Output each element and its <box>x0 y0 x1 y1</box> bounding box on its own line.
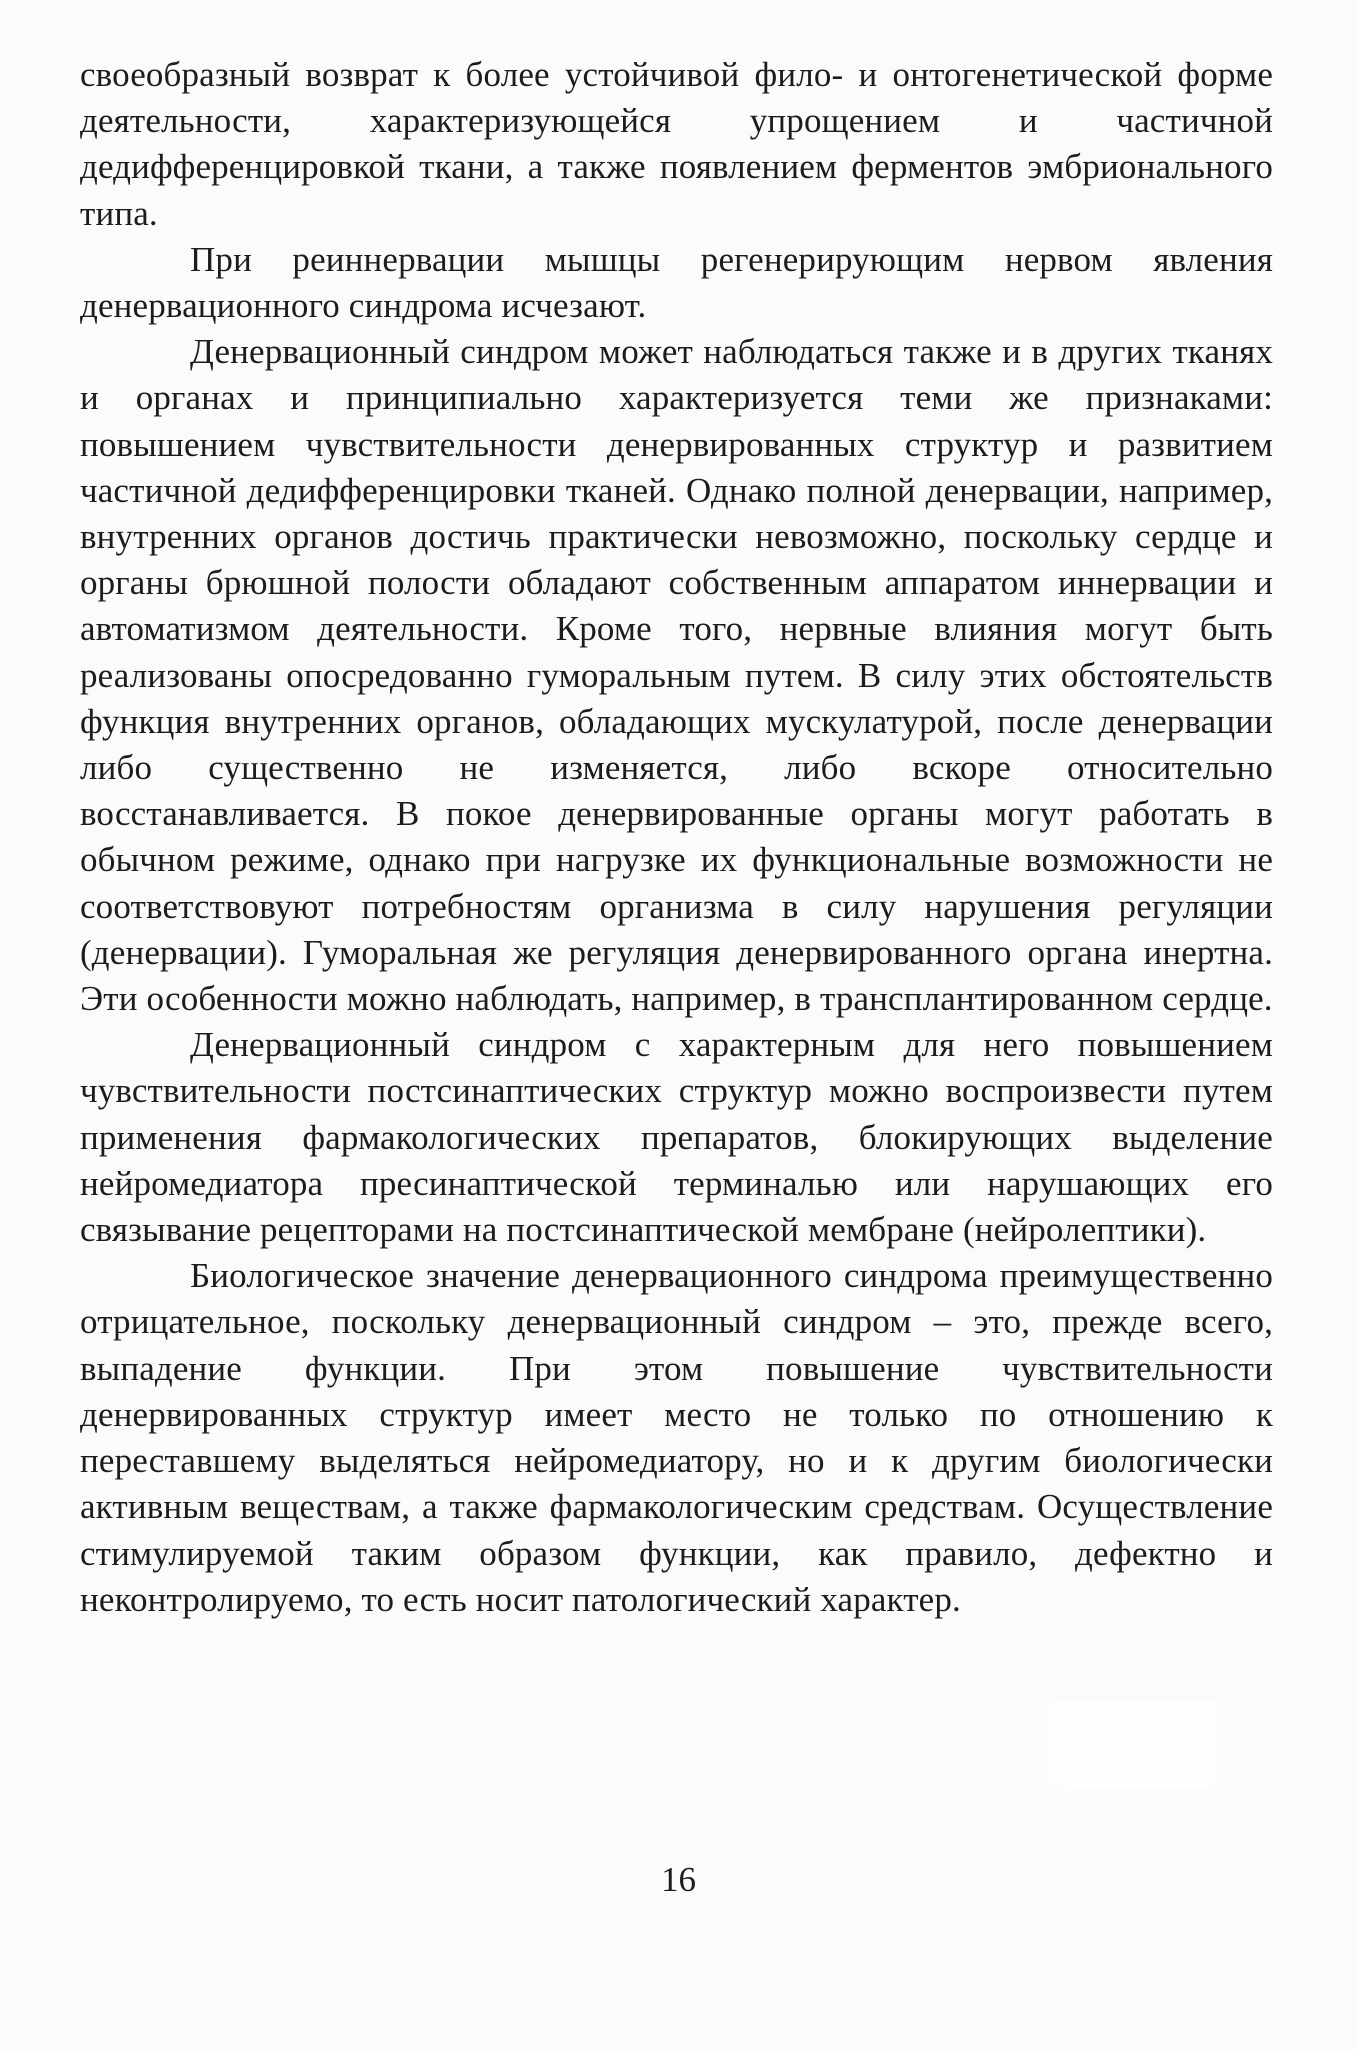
page-number: 16 <box>661 1860 696 1899</box>
paragraph-pharmacological: Денервационный синдром с характерным для него повышением чувствительности постсинаптических структур можно воспроизвести путем применения фармакологических препаратов, блокирующих выделение нейромедиатора пресинаптической терминалью или нарушающих его связывание рецепторами на постсинаптической мембране (нейролептики). <box>80 1025 1273 1250</box>
paragraph-continuation: своеобразный возврат к более устойчивой фило- и онтогенетической форме деятельности, характеризующейся упрощением и частичной дедифференцировкой ткани, а также появлением ферментов эмбрионального типа. <box>80 55 1273 233</box>
paragraph-reinnervation: При реиннервации мышцы регенерирующим нервом явления денервационного синдрома исчезают. <box>80 239 1273 326</box>
paragraph-biological-significance: Биологическое значение денервационного синдрома преимущественно отрицательное, поскольку денервационный синдром – это, прежде всего, выпадение функции. При этом повышение чувствительности денервированных структур имеет место не только по отношению к переставшему выделяться нейромедиатору, но и к другим биологически активным веществам, а также фармакологическим средствам. Осуществление стимулируемой таким образом функции, как правило, дефектно и неконтролируемо, то есть носит патологический характер. <box>80 1256 1273 1619</box>
paragraph-other-tissues: Денервационный синдром может наблюдаться также и в других тканях и органах и принципиально характеризуется теми же признаками: повышением чувствительности денервированных структур и развитием частичной дедифференцировки тканей. Однако полной денервации, например, внутренних органов достичь практически невозможно, поскольку сердце и органы брюшной полости обладают собственным аппаратом иннервации и автоматизмом деятельности. Кроме того, нервные влияния могут быть реализованы опосредованно гуморальным путем. В силу этих обстоятельств функция внутренних органов, обладающих мускулатурой, после денервации либо существенно не изменяется, либо вскоре относительно восстанавливается. В покое денервированные органы могут работать в обычном режиме, однако при нагрузке их функциональные возможности не соответствовуют потребностям организма в силу нарушения регуляции (денервации). Гуморальная же регуляция денервированного органа инертна. Эти особенности можно наблюдать, например, в трансплантированном сердце. <box>80 332 1273 1019</box>
body-text <box>80 52 1273 1623</box>
scan-smudge <box>1010 1700 1240 1790</box>
